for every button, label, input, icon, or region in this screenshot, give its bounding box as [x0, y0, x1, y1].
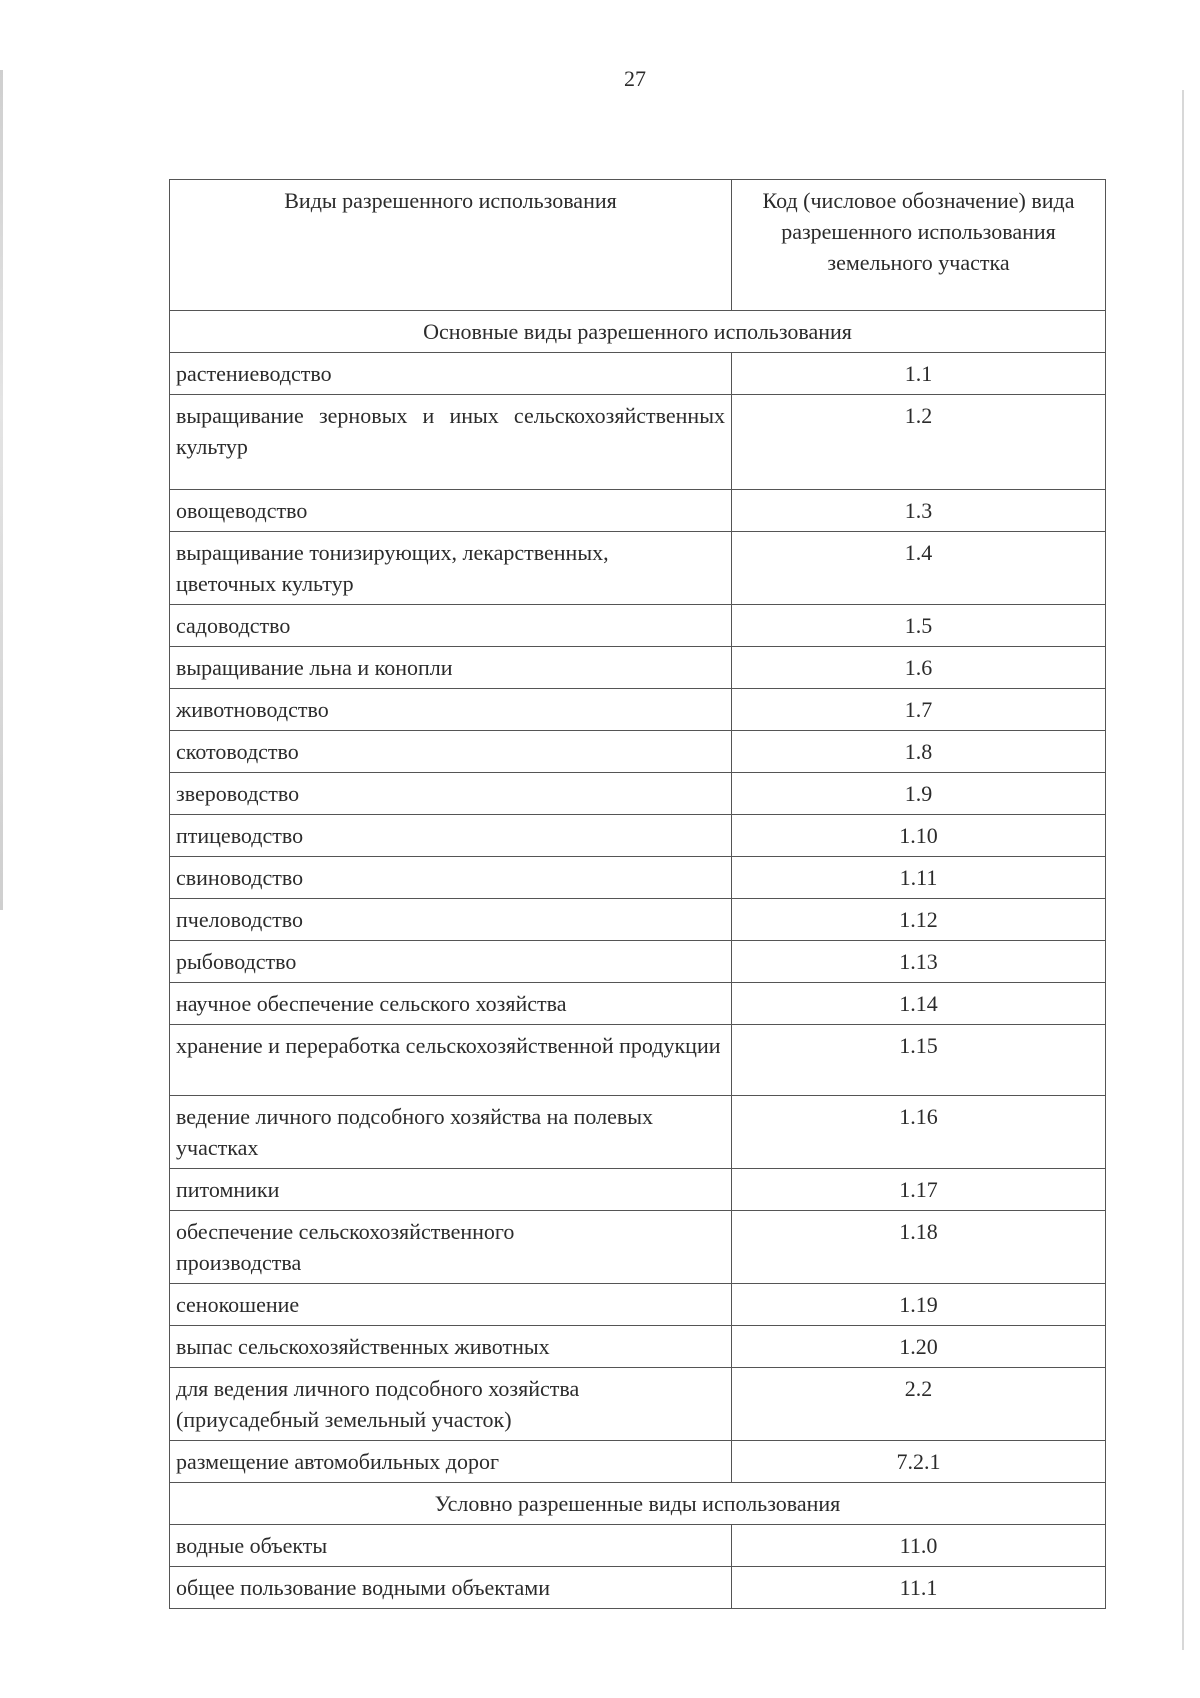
use-name: рыбоводство — [170, 941, 732, 983]
table-row — [170, 532, 1106, 605]
use-name: ведение личного подсобного хозяйства на полевых участках — [170, 1096, 732, 1169]
use-name: свиноводство — [170, 857, 732, 899]
table-row — [170, 1326, 1106, 1368]
use-name: звероводство — [170, 773, 732, 815]
use-code: 1.5 — [732, 605, 1106, 647]
section-title: Основные виды разрешенного использования — [170, 311, 1106, 353]
use-code: 1.9 — [732, 773, 1106, 815]
use-name: питомники — [170, 1169, 732, 1211]
section-row-conditional — [170, 1483, 1106, 1525]
use-name: выращивание льна и конопли — [170, 647, 732, 689]
use-name: животноводство — [170, 689, 732, 731]
section-row-main — [170, 311, 1106, 353]
use-code: 1.1 — [732, 353, 1106, 395]
use-name: размещение автомобильных дорог — [170, 1441, 732, 1483]
use-name: выращивание зерновых и иных сельскохозяйственных культур — [170, 395, 732, 490]
land-use-table — [169, 179, 1106, 1609]
scan-edge-right — [1182, 90, 1184, 1650]
table-row — [170, 1096, 1106, 1169]
table-row — [170, 647, 1106, 689]
use-code: 1.15 — [732, 1025, 1106, 1096]
table-row — [170, 605, 1106, 647]
use-code: 2.2 — [732, 1368, 1106, 1441]
use-name: выращивание тонизирующих, лекарственных, цветочных культур — [170, 532, 732, 605]
table-row — [170, 395, 1106, 490]
use-code: 11.1 — [732, 1567, 1106, 1609]
use-name: овощеводство — [170, 490, 732, 532]
use-name: обеспечение сельскохозяйственного производства — [170, 1211, 732, 1284]
use-code: 1.10 — [732, 815, 1106, 857]
use-code: 1.19 — [732, 1284, 1106, 1326]
use-name: садоводство — [170, 605, 732, 647]
use-code: 1.2 — [732, 395, 1106, 490]
table-row — [170, 1169, 1106, 1211]
use-name: растениеводство — [170, 353, 732, 395]
table-row — [170, 490, 1106, 532]
header-cell-use-types: Виды разрешенного использования — [170, 180, 732, 311]
use-code: 1.18 — [732, 1211, 1106, 1284]
table-row — [170, 1525, 1106, 1567]
use-name: птицеводство — [170, 815, 732, 857]
use-code: 1.20 — [732, 1326, 1106, 1368]
use-code: 1.13 — [732, 941, 1106, 983]
use-code: 1.3 — [732, 490, 1106, 532]
use-code: 11.0 — [732, 1525, 1106, 1567]
table-header-row — [170, 180, 1106, 311]
table-row — [170, 857, 1106, 899]
use-code: 1.12 — [732, 899, 1106, 941]
use-code: 1.6 — [732, 647, 1106, 689]
table-row — [170, 899, 1106, 941]
table-row — [170, 1368, 1106, 1441]
use-name: научное обеспечение сельского хозяйства — [170, 983, 732, 1025]
table-row — [170, 1284, 1106, 1326]
page-number: 27 — [624, 66, 646, 91]
table-row — [170, 1025, 1106, 1096]
use-name: скотоводство — [170, 731, 732, 773]
table-row — [170, 1441, 1106, 1483]
table-row — [170, 353, 1106, 395]
use-code: 1.14 — [732, 983, 1106, 1025]
use-name: пчеловодство — [170, 899, 732, 941]
use-code: 1.7 — [732, 689, 1106, 731]
scan-edge-left — [0, 70, 3, 910]
use-code: 1.4 — [732, 532, 1106, 605]
use-code: 1.8 — [732, 731, 1106, 773]
table-row — [170, 689, 1106, 731]
use-name: выпас сельскохозяйственных животных — [170, 1326, 732, 1368]
use-name: водные объекты — [170, 1525, 732, 1567]
table-row — [170, 773, 1106, 815]
use-code: 1.16 — [732, 1096, 1106, 1169]
table-row — [170, 731, 1106, 773]
table-row — [170, 815, 1106, 857]
use-name: для ведения личного подсобного хозяйства (приусадебный земельный участок) — [170, 1368, 732, 1441]
table-row — [170, 941, 1106, 983]
section-title: Условно разрешенные виды использования — [170, 1483, 1106, 1525]
use-name: хранение и переработка сельскохозяйственной продукции — [170, 1025, 732, 1096]
table-row — [170, 983, 1106, 1025]
use-code: 7.2.1 — [732, 1441, 1106, 1483]
header-cell-code: Код (числовое обозначение) вида разрешенного использования земельного участка — [732, 180, 1106, 311]
table-row — [170, 1211, 1106, 1284]
use-code: 1.11 — [732, 857, 1106, 899]
table-row — [170, 1567, 1106, 1609]
use-name: общее пользование водными объектами — [170, 1567, 732, 1609]
use-code: 1.17 — [732, 1169, 1106, 1211]
use-name: сенокошение — [170, 1284, 732, 1326]
